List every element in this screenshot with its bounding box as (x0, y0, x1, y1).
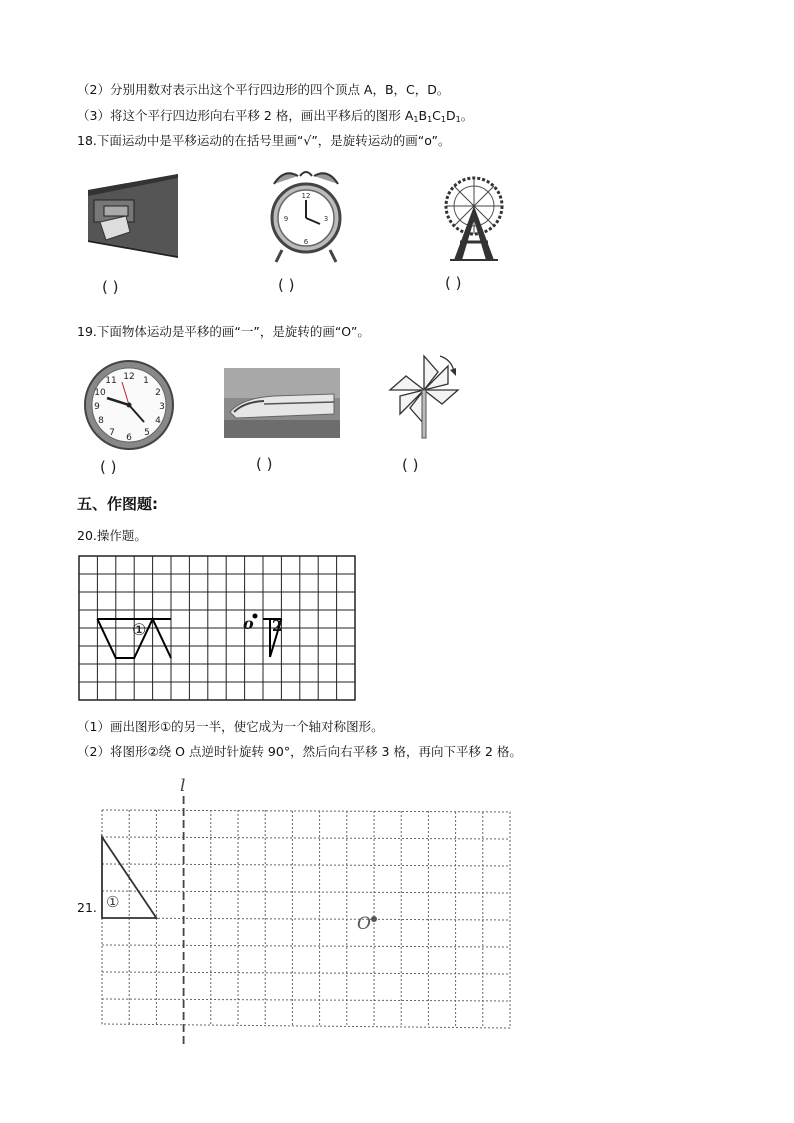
q17-part3 (77, 106, 473, 124)
svg-text:3: 3 (159, 402, 165, 412)
section-title: 五、作图题: (77, 495, 158, 513)
ferris-wheel-icon (440, 176, 508, 262)
axis-l-label: l (180, 776, 186, 796)
q19-answer-1[interactable]: ( ) (100, 458, 117, 476)
q20-text: 20.操作题。 (77, 528, 147, 543)
svg-text:9: 9 (283, 215, 289, 223)
q19-text: 19.下面物体运动是平移的画“一”，是旋转的画“O”。 (77, 324, 370, 339)
wall-clock-icon (82, 358, 176, 452)
svg-text:10: 10 (94, 388, 106, 398)
subscript-1: 1 (440, 115, 446, 124)
drawer-icon (86, 170, 182, 262)
letter-d: D (445, 108, 456, 123)
subscript-1: 1 (413, 115, 419, 124)
q21-grid (96, 796, 516, 1046)
shape-1-label-21: ① (106, 893, 120, 911)
q18-answer-1[interactable]: ( ) (102, 278, 119, 296)
svg-text:8: 8 (98, 416, 104, 426)
q19-answer-3[interactable]: ( ) (402, 456, 419, 474)
q20-grid (76, 553, 360, 705)
svg-text:12: 12 (123, 372, 135, 382)
q20-part2: （2）将图形②绕 O 点逆时针旋转 90°，然后向右平移 3 格，再向下平移 2 格。 (77, 744, 522, 759)
q21-number: 21. (77, 900, 97, 915)
letter-b: B (418, 108, 428, 123)
svg-text:5: 5 (144, 428, 150, 438)
q18-answer-3[interactable]: ( ) (445, 274, 462, 292)
point-o-label: o (243, 614, 254, 633)
svg-text:9: 9 (94, 402, 100, 412)
svg-text:4: 4 (155, 416, 161, 426)
q18-answer-2[interactable]: ( ) (278, 276, 295, 294)
svg-text:6: 6 (126, 433, 132, 443)
q18-text: 18.下面运动中是平移运动的在括号里画“√”，是旋转运动的画“o”。 (77, 133, 451, 148)
svg-text:6: 6 (303, 238, 309, 246)
subscript-1: 1 (455, 115, 461, 124)
q19-answer-2[interactable]: ( ) (256, 455, 273, 473)
point-o-label-21: O (357, 914, 371, 934)
svg-text:12: 12 (301, 192, 311, 200)
shape-1-label: ① (132, 620, 147, 639)
q17-part3-text: （3）将这个平行四边形向右平移 2 格，画出平移后的图形 A (77, 108, 414, 123)
alarm-clock-icon (266, 166, 346, 266)
q20-part1: （1）画出图形①的另一半，使它成为一个轴对称图形。 (77, 719, 384, 734)
q17-part2: （2）分别用数对表示出这个平行四边形的四个顶点 A，B，C，D。 (77, 82, 450, 97)
svg-text:1: 1 (143, 376, 149, 386)
letter-c: C (432, 108, 441, 123)
subscript-1: 1 (427, 115, 433, 124)
period: 。 (460, 108, 474, 123)
svg-text:3: 3 (323, 215, 329, 223)
svg-text:2: 2 (155, 388, 161, 398)
svg-text:11: 11 (105, 376, 117, 386)
train-icon (224, 368, 340, 438)
shape-2-label: 2 (272, 617, 283, 635)
pinwheel-icon (386, 350, 466, 440)
svg-text:7: 7 (109, 428, 115, 438)
